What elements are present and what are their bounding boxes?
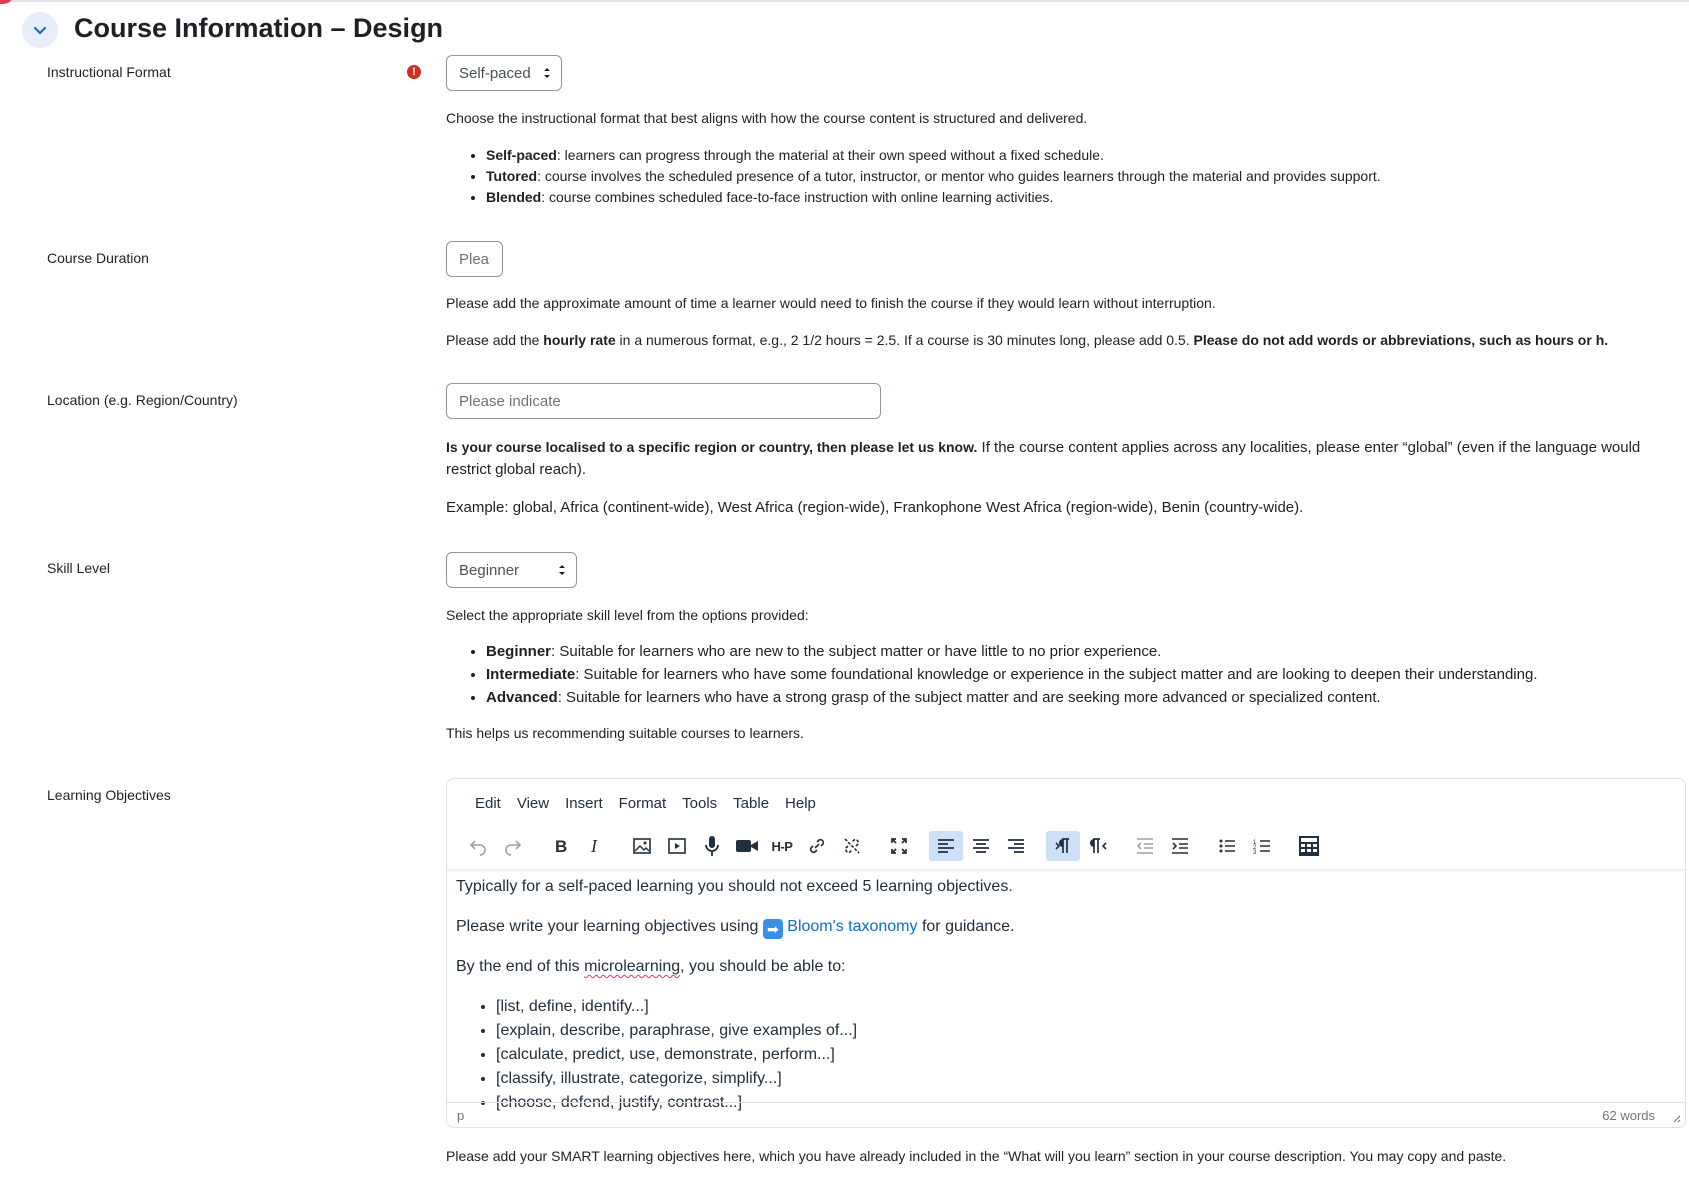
course-duration-label: Course Duration: [47, 250, 149, 266]
objectives-list: [456, 995, 1666, 1115]
image-icon: [632, 836, 652, 856]
redo-button[interactable]: [496, 831, 530, 861]
editor-menubar: [467, 795, 824, 812]
align-center-icon: [971, 836, 991, 856]
numbered-list-button[interactable]: [1245, 831, 1279, 861]
instructional-format-help: [446, 108, 1676, 208]
numbered-list-icon: [1252, 836, 1272, 856]
menu-format[interactable]: Format: [618, 795, 667, 812]
editor-toolbar: [461, 829, 1327, 863]
editor-content[interactable]: [456, 875, 1666, 1111]
list-item: • [explain, describe, paraphrase, give examples of...]: [496, 1019, 1666, 1043]
chevron-down-icon: [32, 22, 48, 38]
menu-edit[interactable]: Edit: [475, 795, 501, 812]
course-duration-help-1: Please add the approximate amount of time a learner would need to finish the course if they would learn without interruption.: [446, 295, 1216, 311]
record-video-button[interactable]: [730, 831, 764, 861]
list-item: • Tutored: course involves the scheduled presence of a tutor, instructor, or mentor who guides learners through the material and provides support.: [486, 166, 1676, 187]
image-button[interactable]: [625, 831, 659, 861]
location-help-2: Example: global, Africa (continent-wide), West Africa (region-wide), Frankophone West Africa (region-wide), Benin (country-wide).: [446, 499, 1304, 516]
link-icon: [807, 836, 827, 856]
list-item: • [classify, illustrate, categorize, simplify...]: [496, 1067, 1666, 1091]
top-divider: [0, 0, 1689, 2]
location-label: Location (e.g. Region/Country): [47, 392, 238, 408]
menu-tools[interactable]: Tools: [682, 795, 718, 812]
indent-button[interactable]: [1163, 831, 1197, 861]
rtl-button[interactable]: [1081, 831, 1115, 861]
svg-text:3: 3: [1253, 850, 1257, 856]
section-title: Course Information – Design: [74, 13, 444, 43]
outdent-button[interactable]: [1128, 831, 1162, 861]
skill-level-intro: Select the appropriate skill level from the options provided:: [446, 607, 809, 623]
required-icon: !: [407, 65, 421, 79]
ltr-icon: [1053, 836, 1073, 856]
microphone-icon: [702, 835, 722, 857]
indent-icon: [1170, 836, 1190, 856]
learning-objectives-help: Please add your SMART learning objectives here, which you have already included in the “What will you learn” section in your course description. You may copy and paste.: [446, 1148, 1507, 1164]
align-right-button[interactable]: [999, 831, 1033, 861]
bullet-list-button[interactable]: [1210, 831, 1244, 861]
align-left-button[interactable]: [929, 831, 963, 861]
instructional-format-options: [446, 145, 1676, 208]
section-collapse-button[interactable]: [22, 12, 58, 48]
toolbar-divider: [447, 869, 1685, 873]
list-item: • Intermediate: Suitable for learners who have some foundational knowledge or experience in the subject matter and are looking to deepen their understanding.: [486, 663, 1676, 686]
list-item: • [calculate, predict, use, demonstrate, perform...]: [496, 1043, 1666, 1067]
editor-statusbar: [447, 1102, 1685, 1129]
word-count[interactable]: 62 words: [1602, 1108, 1655, 1123]
skill-level-label: Skill Level: [47, 560, 111, 576]
link-button[interactable]: [800, 831, 834, 861]
media-icon: [667, 836, 687, 856]
skill-level-value: Beginner: [459, 561, 520, 579]
unlink-icon: [842, 836, 862, 856]
learning-objectives-label: Learning Objectives: [47, 787, 171, 803]
svg-text:2: 2: [1253, 845, 1257, 851]
list-item: • Blended: course combines scheduled face-to-face instruction with online learning activities.: [486, 187, 1676, 208]
course-duration-help: [446, 293, 1676, 351]
element-path[interactable]: p: [457, 1108, 465, 1123]
h5p-button[interactable]: [765, 831, 799, 861]
skill-level-outro: This helps us recommending suitable courses to learners.: [446, 725, 804, 741]
list-item: • [list, define, identify...]: [496, 995, 1666, 1019]
instructional-format-label: Instructional Format: [47, 64, 171, 80]
select-arrows-icon: [558, 563, 566, 577]
select-arrows-icon: [543, 66, 551, 80]
list-item: • Advanced: Suitable for learners who have a strong grasp of the subject matter and are seeking more advanced or specialized content.: [486, 686, 1676, 709]
ltr-button[interactable]: [1046, 831, 1080, 861]
instructional-format-select[interactable]: [446, 55, 562, 91]
list-item: • [choose, defend, justify, contrast...]: [496, 1091, 1666, 1115]
media-button[interactable]: [660, 831, 694, 861]
blooms-taxonomy-link[interactable]: Bloom's taxonomy: [787, 918, 918, 935]
equation-button[interactable]: [1292, 831, 1326, 861]
objectives-paragraph-1: Typically for a self-paced learning you should not exceed 5 learning objectives.: [456, 878, 1013, 895]
outdent-icon: [1135, 836, 1155, 856]
course-duration-help-2: Please add the hourly rate in a numerous format, e.g., 2 1/2 hours = 2.5. If a course is 30 minutes long, please add 0.5. Please do not add words or abbreviations, such as hours or h.: [446, 332, 1609, 348]
skill-level-options: [446, 640, 1676, 709]
fullscreen-icon: [889, 836, 909, 856]
align-center-button[interactable]: [964, 831, 998, 861]
resize-handle-icon[interactable]: [1671, 1113, 1681, 1123]
svg-text:B: B: [555, 837, 568, 856]
svg-text:I: I: [591, 836, 597, 856]
bold-icon: [550, 836, 570, 856]
objectives-paragraph-3: By the end of this microlearning, you should be able to:: [456, 958, 846, 975]
list-item: • Beginner: Suitable for learners who are new to the subject matter or have little to no prior experience.: [486, 640, 1676, 663]
rtl-icon: [1088, 836, 1108, 856]
h5p-icon: H-P: [771, 838, 793, 854]
undo-icon: [468, 836, 488, 856]
menu-insert[interactable]: Insert: [565, 795, 603, 812]
instructional-format-intro: Choose the instructional format that best aligns with how the course content is structured and delivered.: [446, 110, 1088, 126]
instructional-format-value: Self-paced: [459, 64, 531, 82]
video-camera-icon: [735, 836, 759, 856]
menu-view[interactable]: View: [516, 795, 550, 812]
unlink-button[interactable]: [835, 831, 869, 861]
redo-icon: [503, 836, 523, 856]
location-help: [446, 436, 1676, 519]
list-item: • Self-paced: learners can progress through the material at their own speed without a fixed schedule.: [486, 145, 1676, 166]
course-duration-input[interactable]: [446, 241, 503, 277]
italic-button[interactable]: [578, 831, 612, 861]
skill-level-select[interactable]: [446, 552, 577, 588]
bold-button[interactable]: [543, 831, 577, 861]
objectives-paragraph-2: Please write your learning objectives using ➡ Bloom's taxonomy for guidance.: [456, 918, 1015, 937]
align-left-icon: [936, 836, 956, 856]
svg-text:1: 1: [1253, 840, 1257, 846]
notification-dot: [0, 0, 12, 4]
undo-button[interactable]: [461, 831, 495, 861]
italic-icon: [585, 836, 605, 856]
location-help-1: Is your course localised to a specific region or country, then please let us know. If the course content applies across any localities, please enter “global” (even if the language would restrict global reach).: [446, 439, 1641, 478]
align-right-icon: [1006, 836, 1026, 856]
skill-level-help: [446, 605, 1676, 744]
location-input[interactable]: [446, 383, 881, 419]
rich-text-editor[interactable]: [446, 778, 1686, 1128]
record-audio-button[interactable]: [695, 831, 729, 861]
menu-table[interactable]: Table: [733, 795, 770, 812]
bullet-list-icon: [1217, 836, 1237, 856]
fullscreen-button[interactable]: [882, 831, 916, 861]
right-arrow-icon: ➡: [763, 919, 783, 939]
menu-help[interactable]: Help: [785, 795, 816, 812]
calculator-icon: [1298, 835, 1320, 857]
